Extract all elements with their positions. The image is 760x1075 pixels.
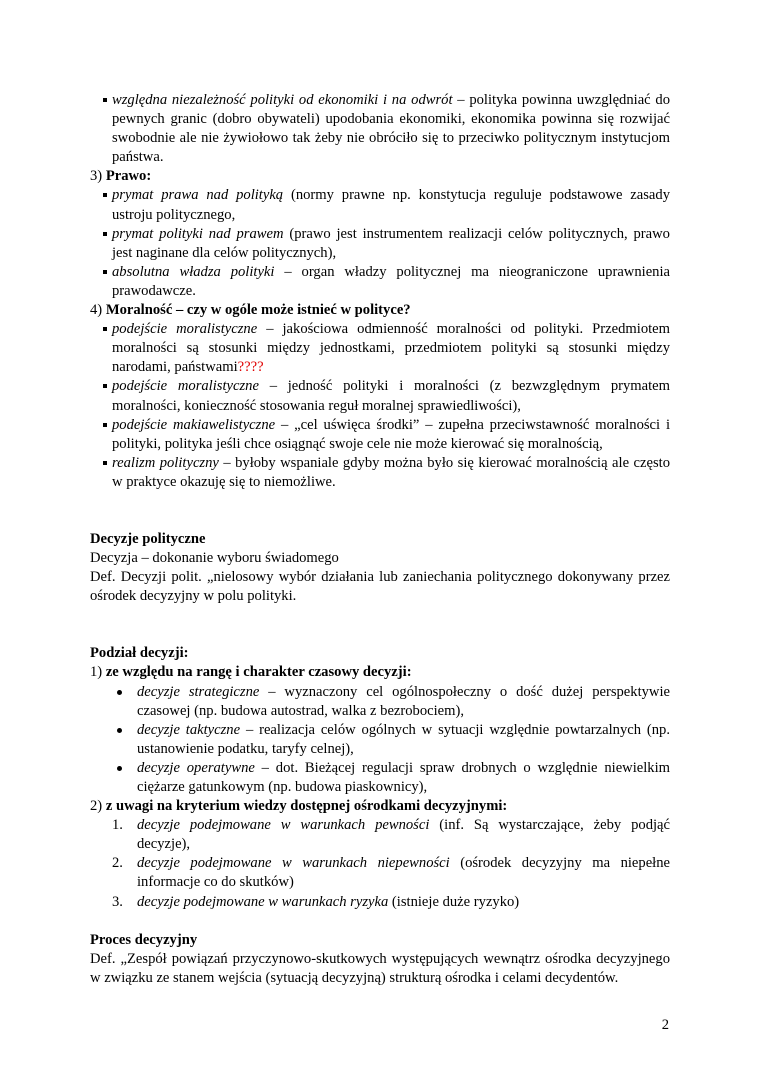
section-heading: 4) Moralność – czy w ogóle może istnieć w polityce? [90, 302, 411, 319]
process-definition: Def. „Zespół powiązań przyczynowo-skutkowych występujących wewnątrz ośrodka decyzyjnego w związku ze stanem wejścia (sytuacją decyzyjną) strukturą ośrodka i celami decydentów. [90, 950, 670, 986]
bullet-item: absolutna władza polityki – organ władzy politycznej ma nieograniczone uprawnienia prawodawcze. [90, 263, 670, 301]
document-page [90, 91, 670, 988]
bullet-item: prymat prawa nad polityką (normy prawne np. konstytucja reguluje podstawowe zasady ustroju politycznego, [90, 186, 670, 224]
decision-definition: Def. Decyzji polit. „nielosowy wybór działania lub zaniechania politycznego dokonywany przez ośrodek decyzyjny w polu polityki. [90, 569, 670, 605]
question-marks: ???? [237, 359, 264, 376]
division-subheading: 1) ze względu na rangę i charakter czasowy decyzji: [90, 664, 412, 681]
division-heading: Podział decyzji: [90, 645, 189, 662]
bullet-item: podejście moralistyczne – jedność polityki i moralności (z bezwzględnym prymatem moralności, konieczność stosowania reguł moralnej sprawiedliwości), [90, 377, 670, 415]
decisions-heading: Decyzje polityczne [90, 530, 206, 547]
bullet-item: względna niezależność polityki od ekonomiki i na odwrót – polityka powinna uwzględniać do pewnych granic (dobro obywateli) upodobania ekonomiki, ekonomika powinna się rozwijać swobodnie ale nie żywiołowo tak żeby nie obróciło się to przeciwko politycznym instytucjom państwa. [90, 91, 670, 167]
bullet-item: prymat polityki nad prawem (prawo jest instrumentem realizacji celów politycznych, prawo jest naginane dla celów politycznych), [90, 225, 670, 263]
list-item: decyzje taktyczne – realizacja celów ogólnych w sytuacji względnie powtarzalnych (np. ustanowienie podatku, taryfy celnej), [90, 721, 670, 759]
bullet-item: podejście moralistyczne – jakościowa odmienność moralności od polityki. Przedmiotem moralności są stosunki między jednostkami, przedmiotem polityki są stosunki między narodami, państwami???? [90, 320, 670, 377]
section-heading: 3) Prawo: [90, 168, 152, 185]
list-item: decyzje strategiczne – wyznaczony cel ogólnospołeczny o dość dużej perspektywie czasowej (np. budowa autostrad, walka z bezrobociem), [90, 683, 670, 721]
decision-definition-line: Decyzja – dokonanie wyboru świadomego [90, 550, 339, 567]
process-heading: Proces decyzyjny [90, 931, 198, 948]
numbered-item: 3. decyzje podejmowane w warunkach ryzyka (istnieje duże ryzyko) [112, 893, 520, 910]
page-number: 2 [661, 1017, 669, 1033]
bullet-item: realizm polityczny – byłoby wspaniale gdyby można było się kierować moralnością ale często w praktyce okazuję się to niemożliwe. [90, 454, 670, 492]
bullet-item: podejście makiawelistyczne – „cel uświęca środki” – zupełna przeciwstawność moralności i polityki, polityka jeśli chce osiągnąć swoje cele nie może kierować się moralnością, [90, 416, 670, 454]
numbered-item: 1. decyzje podejmowane w warunkach pewności (inf. Są wystarczające, żeby podjąć decyzje), [112, 817, 671, 853]
list-item: decyzje operatywne – dot. Bieżącej regulacji spraw drobnych o względnie niewielkim ciężarze gatunkowym (np. budowa piaskownicy), [90, 759, 670, 797]
division-subheading: 2) z uwagi na kryterium wiedzy dostępnej ośrodkami decyzyjnymi: [90, 798, 508, 815]
numbered-item: 2. decyzje podejmowane w warunkach niepewności (ośrodek decyzyjny ma niepełne informacje co do skutków) [112, 855, 670, 891]
